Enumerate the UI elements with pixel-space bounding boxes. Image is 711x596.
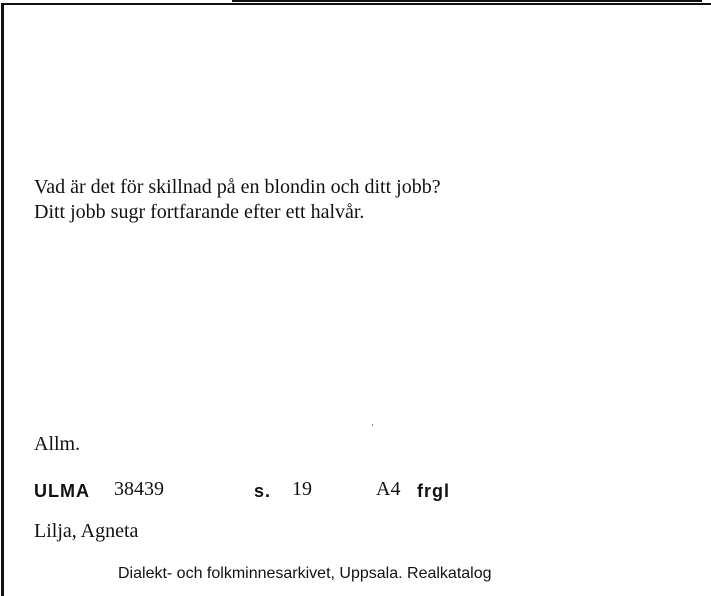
recorder-name: Lilja, Agneta <box>34 520 139 542</box>
scan-speck <box>372 424 373 426</box>
page-prefix: s. <box>254 481 272 501</box>
card-text-line-1: Vad är det för skillnad på en blondin och ditt jobb? <box>34 176 441 198</box>
card-text-line-2: Ditt jobb sugr fortfarande efter ett halvår. <box>34 201 365 223</box>
page-number: 19 <box>292 478 312 500</box>
category-label: Allm. <box>34 433 81 455</box>
archive-number: 38439 <box>114 478 164 500</box>
archive-footer: Dialekt- och folkminnesarkivet, Uppsala. Realkatalog <box>118 565 492 582</box>
archive-code: ULMA <box>34 481 90 501</box>
paper-format: A4 <box>376 478 401 500</box>
document-type: frgl <box>417 481 450 501</box>
reference-row <box>34 478 694 504</box>
catalog-card <box>1 3 711 596</box>
top-border-line <box>232 0 702 2</box>
